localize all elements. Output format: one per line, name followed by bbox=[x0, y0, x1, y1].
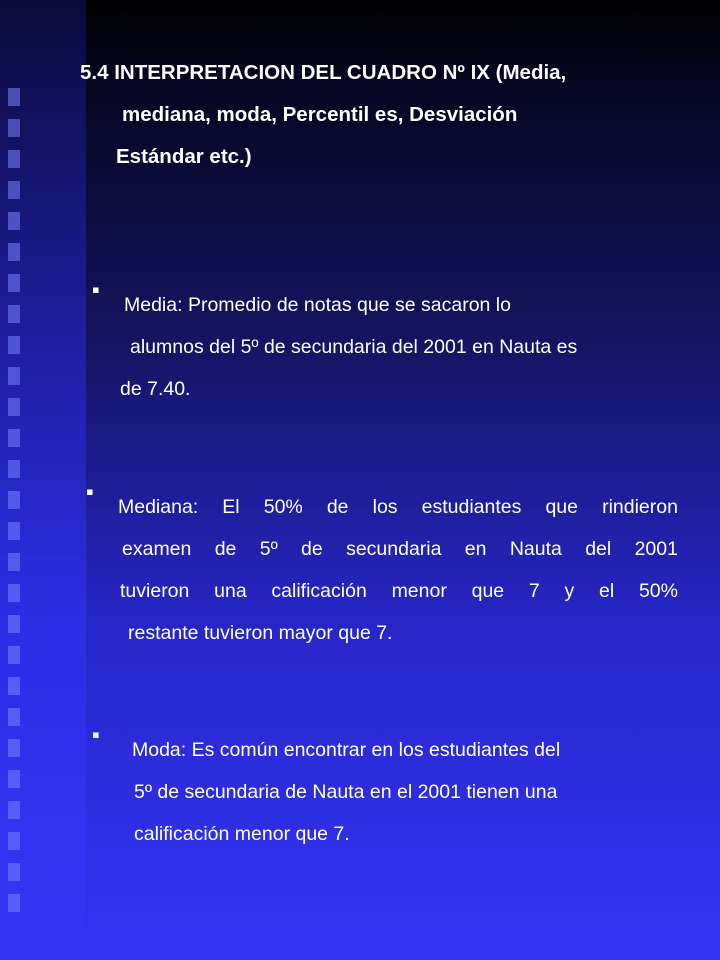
mediana-word: una bbox=[214, 580, 247, 602]
moda-paragraph bbox=[132, 729, 680, 855]
mediana-word: 2001 bbox=[634, 538, 678, 560]
mediana-word: 50% bbox=[263, 496, 303, 518]
decorative-square bbox=[8, 460, 20, 478]
mediana-word: estudiantes bbox=[421, 496, 522, 518]
mediana-line-2 bbox=[118, 528, 678, 570]
media-bullet-icon: ▪ bbox=[92, 277, 100, 302]
media-line-2: alumnos del 5º de secundaria del 2001 en Nauta es bbox=[130, 336, 578, 358]
decorative-square bbox=[8, 88, 20, 106]
mediana-word: 5º bbox=[259, 538, 278, 560]
decorative-square bbox=[8, 398, 20, 416]
mediana-word: y bbox=[564, 580, 575, 602]
decorative-square bbox=[8, 305, 20, 323]
moda-line-2: 5º de secundaria de Nauta en el 2001 tienen una bbox=[134, 781, 558, 803]
mediana-bullet-icon: ▪ bbox=[86, 479, 94, 504]
decorative-square bbox=[8, 553, 20, 571]
decorative-square bbox=[8, 522, 20, 540]
decorative-square bbox=[8, 150, 20, 168]
decorative-square bbox=[8, 708, 20, 726]
decorative-square bbox=[8, 646, 20, 664]
decorative-square bbox=[8, 770, 20, 788]
mediana-word: 50% bbox=[638, 580, 678, 602]
mediana-line-4: restante tuvieron mayor que 7. bbox=[128, 622, 393, 644]
title-line-1: 5.4 INTERPRETACION DEL CUADRO Nº IX (Media, bbox=[80, 61, 567, 84]
mediana-word: Mediana: bbox=[118, 496, 199, 518]
decorative-square bbox=[8, 584, 20, 602]
mediana-word: tuvieron bbox=[120, 580, 190, 602]
decorative-square bbox=[8, 894, 20, 912]
mediana-paragraph bbox=[118, 486, 678, 654]
mediana-word: que bbox=[471, 580, 505, 602]
media-paragraph bbox=[120, 284, 680, 410]
decorative-square bbox=[8, 212, 20, 230]
mediana-word: calificación bbox=[271, 580, 367, 602]
mediana-word: de bbox=[214, 538, 237, 560]
page-title bbox=[80, 52, 700, 178]
mediana-word: de bbox=[326, 496, 349, 518]
decorative-square bbox=[8, 739, 20, 757]
mediana-word: El bbox=[222, 496, 240, 518]
mediana-word: del bbox=[585, 538, 612, 560]
decorative-square bbox=[8, 181, 20, 199]
mediana-word: que bbox=[545, 496, 578, 518]
decorative-square bbox=[8, 336, 20, 354]
mediana-word: de bbox=[301, 538, 323, 560]
mediana-word: los bbox=[372, 496, 398, 518]
mediana-word: examen bbox=[122, 538, 192, 560]
decorative-square bbox=[8, 801, 20, 819]
moda-line-3: calificación menor que 7. bbox=[134, 823, 350, 845]
title-line-2: mediana, moda, Percentil es, Desviación bbox=[122, 103, 518, 126]
decorative-square bbox=[8, 615, 20, 633]
mediana-word: 7 bbox=[528, 580, 540, 602]
mediana-line-1 bbox=[118, 486, 678, 528]
media-line-3: de 7.40. bbox=[120, 378, 191, 400]
moda-bullet-icon: ▪ bbox=[92, 722, 100, 747]
mediana-word: en bbox=[464, 538, 487, 560]
decorative-square bbox=[8, 832, 20, 850]
decorative-square bbox=[8, 863, 20, 881]
decorative-square bbox=[8, 429, 20, 447]
mediana-word: secundaria bbox=[346, 538, 442, 560]
mediana-word: el bbox=[599, 580, 615, 602]
left-decorative-strip bbox=[0, 0, 86, 960]
decorative-square bbox=[8, 243, 20, 261]
mediana-word: rindieron bbox=[602, 496, 678, 518]
mediana-word: Nauta bbox=[509, 538, 562, 560]
mediana-word: menor bbox=[391, 580, 447, 602]
media-line-1: Media: Promedio de notas que se sacaron lo bbox=[124, 294, 511, 316]
mediana-line-3 bbox=[118, 570, 678, 612]
decorative-square bbox=[8, 367, 20, 385]
title-line-3: Estándar etc.) bbox=[116, 145, 252, 168]
decorative-square-column bbox=[8, 88, 20, 948]
decorative-square bbox=[8, 677, 20, 695]
moda-line-1: Moda: Es común encontrar en los estudiantes del bbox=[132, 739, 561, 761]
decorative-square bbox=[8, 491, 20, 509]
decorative-square bbox=[8, 119, 20, 137]
decorative-square bbox=[8, 274, 20, 292]
